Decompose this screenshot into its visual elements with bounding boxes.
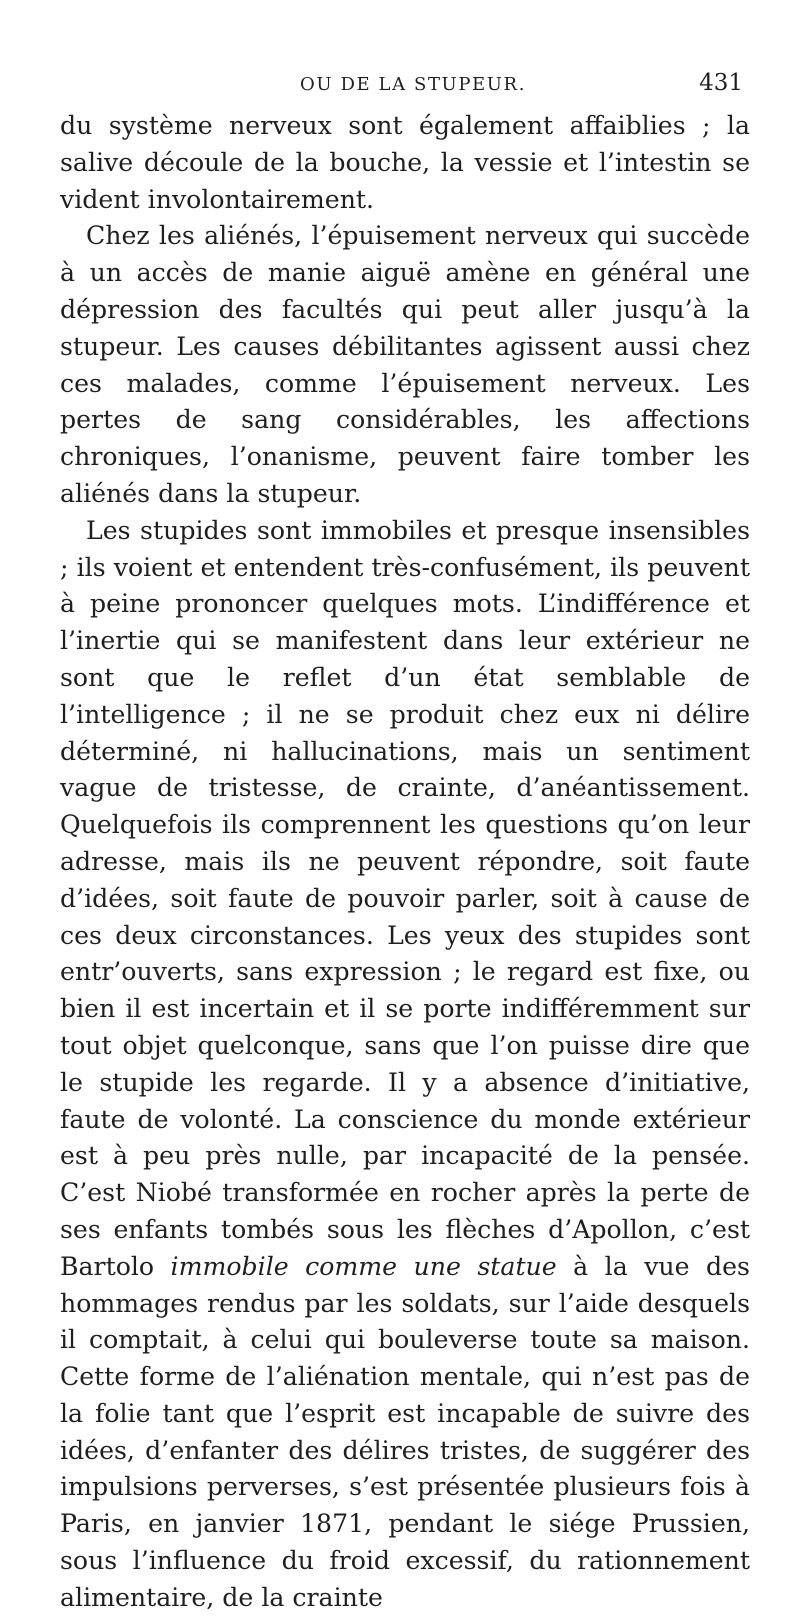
page-number: 431 bbox=[699, 70, 743, 96]
paragraph-1-text: du système nerveux sont également affaiblies ; la salive découle de la bouche, la vessie et l’intestin se vident involontairement. bbox=[60, 111, 750, 214]
paragraph-2-text: Chez les aliénés, l’épuisement nerveux qui succède à un accès de manie aiguë amène en général une dépression des facultés qui peut aller jusqu’à la stupeur. Les causes débilitantes agissent aussi chez ces malades, comme l’épuisement nerveux. Les pertes de sang considérables, les affections chroniques, l’onanisme, peuvent faire tomber les aliénés dans la stupeur. bbox=[60, 221, 750, 508]
paragraph-3-text: Les stupides sont immobiles et presque insensibles ; ils voient et entendent très-confusément, ils peuvent à peine prononcer quelques mots. L’indifférence et l’inertie qui se manifestent dans leur extérieur ne sont que le reflet d’un état semblable de l’intelligence ; il ne se produit chez eux ni délire déterminé, ni hallucinations, mais un sentiment vague de tristesse, de crainte, d’anéantissement. Quelquefois ils comprennent les questions qu’on leur adresse, mais ils ne peuvent répondre, soit faute d’idées, soit faute de pouvoir parler, soit à cause de ces deux circonstances. Les yeux des stupides sont entr’ouverts, sans expression ; le regard est fixe, ou bien il est incertain et il se porte indifféremment sur tout objet quelconque, sans que l’on puisse dire que le stupide les regarde. Il y a absence d’initiative, faute de volonté. La conscience du monde extérieur est à peu près nulle, par incapacité de la pensée. C’est Niobé transformée en rocher après la perte de ses enfants tombés sous les flèches d’Apollon, c’est Bartolo bbox=[60, 515, 750, 1281]
paragraph-3 bbox=[60, 513, 750, 1617]
paragraph-1 bbox=[60, 108, 750, 218]
running-head: OU DE LA STUPEUR. bbox=[300, 74, 527, 95]
italic-phrase: immobile comme une statue bbox=[170, 1251, 557, 1281]
paragraph-3-text-continued: à la vue des hommages rendus par les soldats, sur l’aide desquels il comptait, à celui qui bouleverse toute sa maison. Cette forme de l’aliénation mentale, qui n’est pas de la folie tant que l’esprit est incapable de suivre des idées, d’enfanter des délires tristes, de suggérer des impulsions perverses, s’est présentée plusieurs fois à Paris, en janvier 1871, pendant le siége Prussien, sous l’influence du froid excessif, du rationnement alimentaire, de la crainte bbox=[60, 1251, 750, 1612]
paragraph-2 bbox=[60, 218, 750, 512]
page-body bbox=[60, 108, 750, 1617]
